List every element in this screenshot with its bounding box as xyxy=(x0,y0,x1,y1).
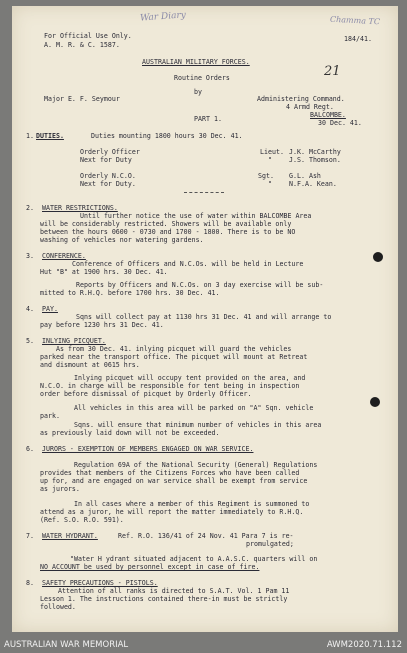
officer-name: J.K. McCarthy xyxy=(289,148,341,156)
official-use-label: For Official Use Only. xyxy=(44,32,132,40)
section-divider xyxy=(184,192,224,193)
body-line: Lesson 1. The instructions contained there-in must be strictly xyxy=(40,595,288,603)
body-line: washing of vehicles nor watering gardens. xyxy=(40,236,204,244)
body-line: Sqns. will ensure that minimum number of vehicles in this area xyxy=(74,421,322,429)
body-line: Conference of Officers and N.C.Os. will be held in Lecture xyxy=(72,260,304,268)
body-line: Inlying picquet will occupy tent provided on the area, and xyxy=(74,374,306,382)
nco-name: G.L. Ash xyxy=(289,172,321,180)
section-number: 3. xyxy=(26,252,34,260)
document-page xyxy=(12,6,398,632)
nco-rank: " xyxy=(268,180,272,188)
form-reference: A. M. R. & C. 1587. xyxy=(44,41,120,49)
section-title-pay: PAY. xyxy=(42,305,58,313)
body-line: Until further notice the use of water within BALCOMBE Area xyxy=(80,212,312,220)
body-line: parked near the transport office. The picquet will mount at Retreat xyxy=(40,353,308,361)
page-number: 21 xyxy=(324,64,341,79)
body-line: All vehicles in this area will be parked on "A" Sqn. vehicle xyxy=(74,404,314,412)
body-line: mitted to R.H.Q. before 1700 hrs. 30 Dec. 41. xyxy=(40,289,220,297)
section-number: 4. xyxy=(26,305,34,313)
body-line: will be considerably restricted. Showers will be available only xyxy=(40,220,292,228)
officer-rank: " xyxy=(268,156,272,164)
body-line: (Ref. S.O. R.O. 591). xyxy=(40,516,124,524)
by-label: by xyxy=(194,88,202,96)
body-line: N.C.O. in charge will be responsible for tent being in inspection xyxy=(40,382,300,390)
body-line: Reports by Officers and N.C.Os. on 3 day exercise will be sub- xyxy=(76,281,324,289)
body-line: and dismount at 0615 hrs. xyxy=(40,361,140,369)
body-line: "Water H ydrant situated adjacent to A.A.S.C. quarters will on xyxy=(70,555,318,563)
command-line-1: Administering Command. xyxy=(257,95,345,103)
duties-intro: Duties mounting 1800 hours 30 Dec. 41. xyxy=(91,132,243,140)
body-line: Sqns will collect pay at 1130 hrs 31 Dec. 41 and will arrange to xyxy=(76,313,332,321)
section-title-duties: DUTIES. xyxy=(36,132,64,140)
body-line: NO ACCOUNT be used by personnel except in case of fire. xyxy=(40,563,260,571)
archive-footer xyxy=(0,637,407,653)
body-line: as previously laid down will not be exceeded. xyxy=(40,429,220,437)
command-line-2: 4 Armd Regt. xyxy=(286,103,334,111)
body-line: between the hours 0600 - 0730 and 1700 - 1800. There is to be NO xyxy=(40,228,296,236)
officer-name: Major E. F. Seymour xyxy=(44,95,120,103)
officer-rank: Lieut. xyxy=(260,148,284,156)
body-line: Ref. R.O. 136/41 of 24 Nov. 41 Para 7 is re- xyxy=(118,532,294,540)
unit-heading: AUSTRALIAN MILITARY FORCES. xyxy=(142,58,250,66)
section-number: 1. xyxy=(26,132,34,140)
section-title-jurors: JURORS - EXEMPTION OF MEMBERS ENGAGED ON WAR SERVICE. xyxy=(42,445,254,453)
punch-hole xyxy=(373,252,383,262)
body-line: Attention of all ranks is directed to S.A.T. Vol. 1 Pam 11 xyxy=(58,587,290,595)
body-line: attend as a juror, he will report the matter immediately to R.H.Q. xyxy=(40,508,304,516)
nco-name: N.F.A. Kean. xyxy=(289,180,337,188)
section-title-water-restrictions: WATER RESTRICTIONS. xyxy=(42,204,118,212)
body-line: As from 30 Dec. 41. inlying picquet will guard the vehicles xyxy=(56,345,292,353)
section-number: 7. xyxy=(26,532,34,540)
orderly-officer-label: Orderly Officer xyxy=(80,148,140,156)
body-line: followed. xyxy=(40,603,76,611)
next-for-duty-label: Next for Duty xyxy=(80,156,132,164)
orderly-nco-label: Orderly N.C.O. xyxy=(80,172,136,180)
body-line: park. xyxy=(40,412,60,420)
body-line: order before dismissal of picquet by Orderly Officer. xyxy=(40,390,252,398)
handwritten-note: War Diary xyxy=(139,10,187,24)
officer-name: J.S. Thomson. xyxy=(289,156,341,164)
body-line: Hut "B" at 1900 hrs. 30 Dec. 41. xyxy=(40,268,168,276)
body-line: up for, and are engaged on war service shall be exempt from service xyxy=(40,477,308,485)
next-for-duty-label: Next for Duty. xyxy=(80,180,136,188)
nco-rank: Sgt. xyxy=(258,172,274,180)
section-number: 6. xyxy=(26,445,34,453)
part-heading: PART 1. xyxy=(194,115,222,123)
body-line: promulgated; xyxy=(246,540,294,548)
body-line: provides that members of the Citizens Forces who have been called xyxy=(40,469,300,477)
section-title-water-hydrant: WATER HYDRANT. xyxy=(42,532,98,540)
routine-orders-heading: Routine Orders xyxy=(174,74,230,82)
document-reference: 184/41. xyxy=(344,35,372,43)
body-line: Regulation 69A of the National Security (General) Regulations xyxy=(74,461,318,469)
section-number: 8. xyxy=(26,579,34,587)
section-title-conference: CONFERENCE. xyxy=(42,252,86,260)
accession-number: AWM2020.71.112 xyxy=(326,640,402,650)
order-date: 30 Dec. 41. xyxy=(318,119,362,127)
body-line: In all cases where a member of this Regiment is summoned to xyxy=(74,500,310,508)
body-line: pay before 1230 hrs 31 Dec. 41. xyxy=(40,321,164,329)
body-line: as jurors. xyxy=(40,485,80,493)
section-number: 2. xyxy=(26,204,34,212)
location: BALCOMBE. xyxy=(310,111,346,119)
section-title-inlying-picquet: INLYING PICQUET. xyxy=(42,337,106,345)
institution-label: AUSTRALIAN WAR MEMORIAL xyxy=(4,640,129,650)
handwritten-note: Chamma TC xyxy=(329,14,381,27)
section-title-safety-precautions: SAFETY PRECAUTIONS - PISTOLS. xyxy=(42,579,158,587)
section-number: 5. xyxy=(26,337,34,345)
punch-hole xyxy=(370,397,380,407)
